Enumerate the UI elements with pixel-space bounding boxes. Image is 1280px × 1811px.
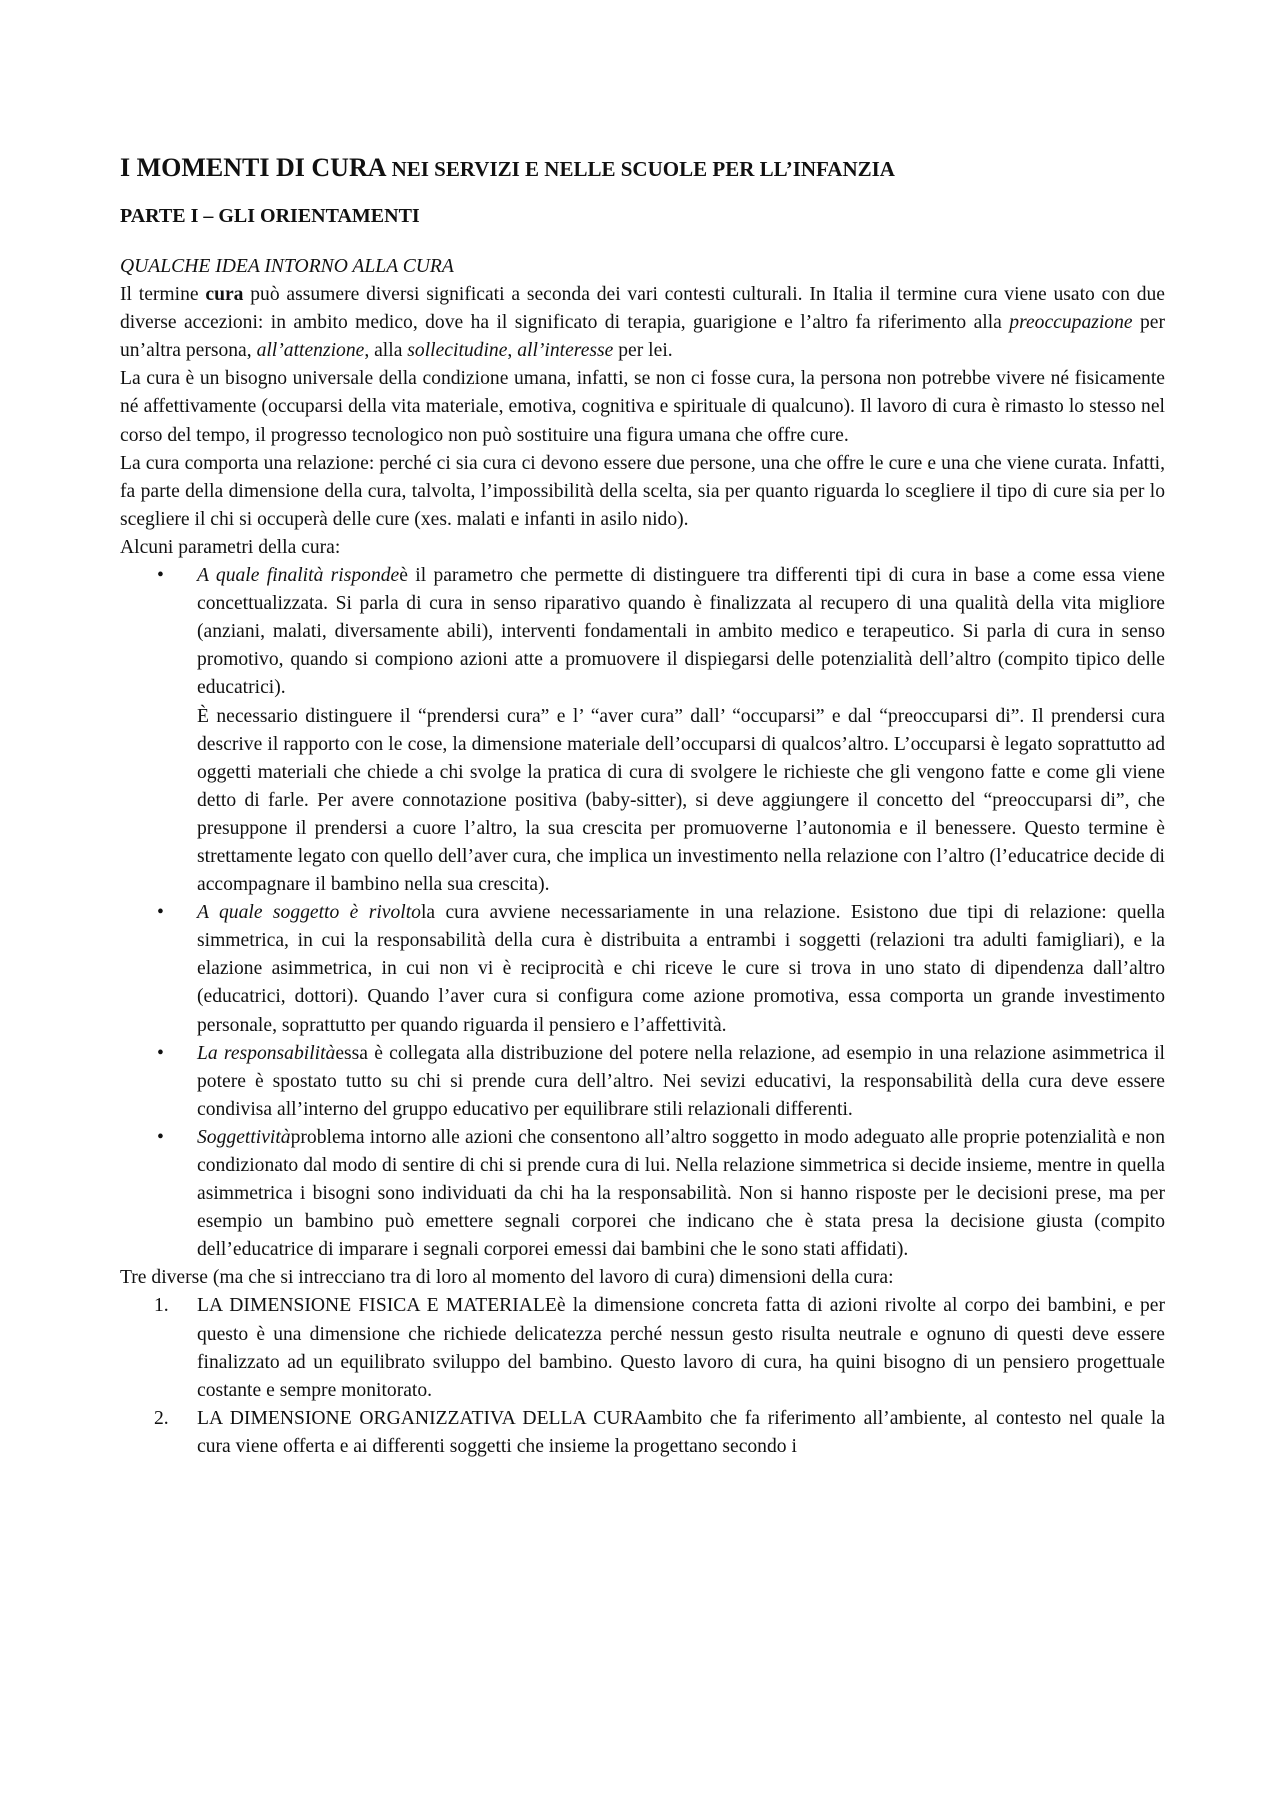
list-item <box>154 1405 1165 1461</box>
intro-paragraph-2: La cura è un bisogno universale della condizione umana, infatti, se non ci fosse cura, la persona non potrebbe vivere né fisicamente né affettivamente (occuparsi della vita materiale, emotiva, cognitiva e spirituale di qualcuno). Il lavoro di cura è rimasto lo stesso nel corso del tempo, il progresso tecnologico non può sostituire una figura umana che offre cure. <box>120 368 1165 446</box>
parameter-lead: La responsabilità <box>197 1042 336 1064</box>
dimension-text: ambito che fa riferimento all’ambiente, al contesto nel quale la cura viene offerta e ai differenti soggetti che insieme la progettano secondo i <box>197 1407 1165 1457</box>
dimensions-list <box>120 1292 1165 1461</box>
list-number: 1. <box>154 1295 169 1317</box>
parameter-lead: A quale soggetto è rivolto <box>197 902 421 924</box>
emphasis-sollecitudine: sollecitudine <box>407 340 508 362</box>
list-item <box>157 1124 1165 1264</box>
parameter-lead: Soggettività <box>197 1126 291 1148</box>
title-main: I MOMENTI DI CURA <box>120 153 386 182</box>
dimension-lead: LA DIMENSIONE FISICA E MATERIALE <box>197 1295 557 1317</box>
dimension-lead: LA DIMENSIONE ORGANIZZATIVA DELLA CURA <box>197 1407 648 1429</box>
term-cura: cura <box>205 284 244 306</box>
parameter-text: problema intorno alle azioni che consentono all’altro soggetto in modo adeguato alle proprie potenzialità e non condizionato dal modo di sentire di chi si prende cura di lui. Nella relazione simmetrica si decide insieme, mentre in quella asimmetrica i bisogni sono individuati da chi ha la responsabilità. Non si hanno risposte per le decisioni prese, ma per esempio un bambino può emettere segnali corporei che indicano che è stata presa la decisione giusta (compito dell’educatrice di imparare i segnali corporei emessi dai bambini che le sono stati affidati). <box>197 1126 1165 1261</box>
intro-paragraph-1 <box>120 281 1165 365</box>
dimensions-intro: Tre diverse (ma che si intrecciano tra di loro al momento del lavoro di cura) dimensioni della cura: <box>120 1267 894 1289</box>
intro-text: , alla <box>364 340 408 362</box>
bullet-mark: • <box>157 1126 164 1148</box>
emphasis-attenzione: all’attenzione <box>256 340 365 362</box>
intro-text: può assumere diversi significati a seconda dei vari contesti culturali. In Italia il termine cura viene usato con due diverse accezioni: in ambito medico, dove ha il significato di terapia, guarigione e l’altro fa riferimento alla <box>120 284 1165 334</box>
parameter-extra: È necessario distinguere il “prendersi cura” e l’ “aver cura” dall’ “occuparsi” e dal “preoccuparsi di”. Il prendersi cura descrive il rapporto con le cose, la dimensione materiale dell’occuparsi di qualcos’altro. L’occuparsi è legato soprattutto ad oggetti materiali che chiede a chi svolge la pratica di cura di svolgere le richieste che gli vengono fatte e come gli viene detto di farle. Per avere connotazione positiva (baby-sitter), si deve aggiungere il concetto del “preoccuparsi di”, che presuppone il prendersi a cuore l’altro, la sua crescita per promuoverne l’autonomia e il benessere. Questo termine è strettamente legato con quello dell’aver cura, che implica un investimento nella relazione con l’altro (l’educatrice decide di accompagnare il bambino nella sua crescita). <box>197 705 1165 896</box>
list-item <box>157 1040 1165 1124</box>
parameter-lead: A quale finalità risponde <box>197 565 400 587</box>
emphasis-preoccupazione: preoccupazione <box>1009 312 1133 334</box>
bullet-mark: • <box>157 565 164 587</box>
intro-text: Il termine <box>120 284 206 306</box>
part-heading: PARTE I – GLI ORIENTAMENTI <box>120 205 420 227</box>
list-number: 2. <box>154 1407 169 1429</box>
intro-text: per un’altra persona, <box>120 312 1166 362</box>
parameter-text: essa è collegata alla distribuzione del potere nella relazione, ad esempio in una relazione asimmetrica il potere è spostato tutto su chi si prende cura dell’altro. Nei sevizi educativi, la responsabilità della cura deve essere condivisa all’interno del gruppo educativo per equilibrare stili relazionali differenti. <box>197 1042 1165 1120</box>
list-item <box>157 899 1165 1039</box>
dimension-text: è la dimensione concreta fatta di azioni rivolte al corpo dei bambini, e per questo è una dimensione che richiede delicatezza perché nessun gesto risulta neutrale e ognuno di questi deve essere finalizzato ad un equilibrato sviluppo del bambino. Questo lavoro di cura, ha quini bisogno di un pensiero progettuale costante e sempre monitorato. <box>197 1295 1165 1401</box>
intro-text: per lei. <box>613 340 673 362</box>
parameter-text: la cura avviene necessariamente in una relazione. Esistono due tipi di relazione: quella simmetrica, in cui la responsabilità della cura è distribuita a entrambi i soggetti (relazioni tra adulti famigliari), e la elazione asimmetrica, in cui non vi è reciprocità e chi riceve le cure si trova in uno stato di dipendenza dall’altro (educatrici, dottori). Quando l’aver cura si configura come azione promotiva, essa comporta un grande investimento personale, soprattutto per quando riguarda il pensiero e l’affettività. <box>197 902 1165 1036</box>
intro-text: , <box>507 340 518 362</box>
title-subtitle: NEI SERVIZI E NELLE SCUOLE PER LL’INFANZIA <box>391 157 895 181</box>
parameters-intro: Alcuni parametri della cura: <box>120 536 341 558</box>
document-body <box>120 150 1165 1461</box>
parameter-text: è il parametro che permette di distinguere tra differenti tipi di cura in base a come essa viene concettualizzata. Si parla di cura in senso riparativo quando è finalizzata al recupero di una qualità della vita migliore (anziani, malati, diversamente abili), interventi fondamentali in ambito medico e terapeutico. Si parla di cura in senso promotivo, quando si compiono azioni atte a promuovere il dispiegarsi delle potenzialità dell’altro (compito tipico delle educatrici). <box>197 565 1165 699</box>
list-item <box>154 1292 1165 1404</box>
section-heading: QUALCHE IDEA INTORNO ALLA CURA <box>120 256 454 277</box>
intro-paragraph-3: La cura comporta una relazione: perché ci sia cura ci devono essere due persone, una che offre le cure e una che viene curata. Infatti, fa parte della dimensione della cura, talvolta, l’impossibilità della scelta, sia per quanto riguarda lo scegliere il tipo di cure sia per lo scegliere il chi si occuperà delle cure (xes. malati e infanti in asilo nido). <box>120 452 1165 530</box>
bullet-mark: • <box>157 902 164 924</box>
emphasis-interesse: all’interesse <box>517 340 614 362</box>
page-title <box>120 150 1165 187</box>
parameters-list <box>120 562 1165 1264</box>
list-item <box>157 562 1165 899</box>
bullet-mark: • <box>157 1042 164 1064</box>
